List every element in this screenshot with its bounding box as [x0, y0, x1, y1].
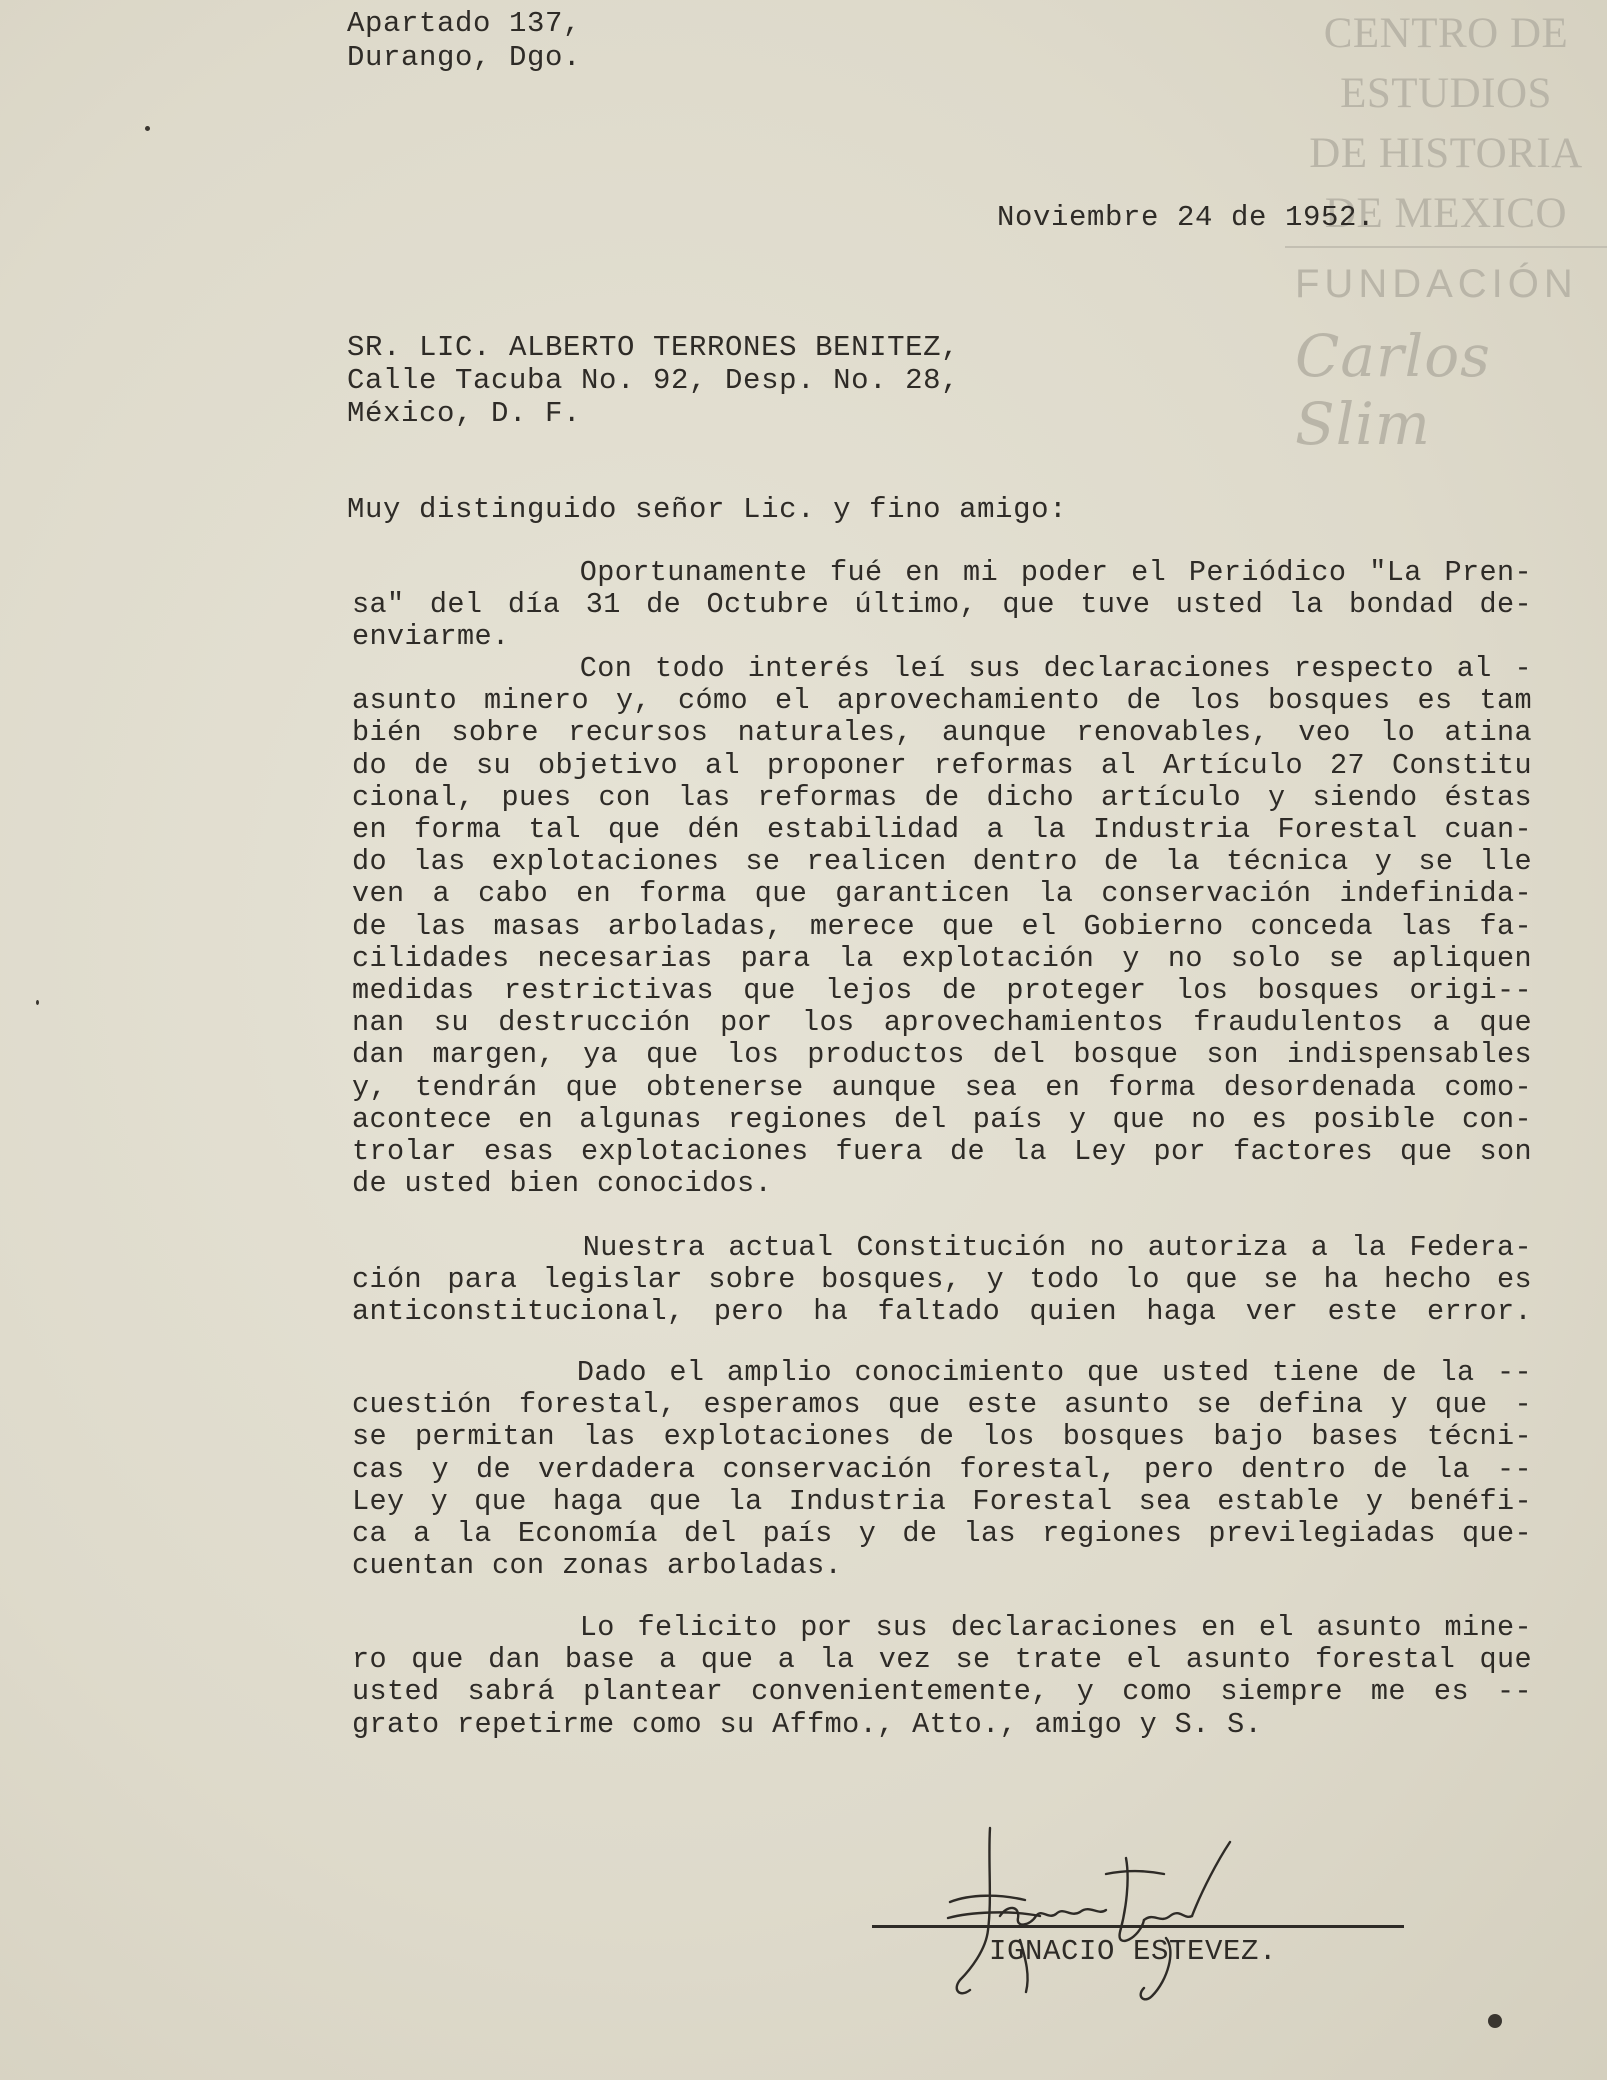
paragraph-line: ción para legislar sobre bosques, y todo lo que se ha hecho es — [352, 1263, 1532, 1297]
archive-watermark-stamp — [1285, 0, 1607, 458]
salutation: Muy distinguido señor Lic. y fino amigo: — [347, 493, 1068, 526]
paragraph-4 — [352, 1357, 1532, 1582]
paragraph-line: cional, pues con las reformas de dicho artículo y siendo éstas — [352, 780, 1532, 814]
paper-speck — [145, 126, 150, 131]
stamp-line-4: DE MEXICO — [1324, 190, 1568, 237]
paragraph-1 — [352, 557, 1532, 654]
paragraph-line: usted sabrá plantear convenientemente, y como siempre me es -- — [352, 1675, 1532, 1709]
stamp-divider — [1285, 246, 1607, 248]
paragraph-line: ro que dan base a que a la vez se trate el asunto forestal que — [352, 1643, 1532, 1677]
stamp-line-3: DE HISTORIA — [1309, 130, 1583, 177]
stamp-line-1: CENTRO DE — [1323, 10, 1569, 57]
paper-speck — [1488, 2014, 1502, 2028]
stamp-line-2: ESTUDIOS — [1340, 70, 1552, 117]
paragraph-line: medidas restrictivas que lejos de proteger los bosques origi-- — [352, 974, 1532, 1008]
stamp-signature-logo: Carlos Slim — [1295, 322, 1491, 458]
paragraph-line: anticonstitucional, pero ha faltado quien haga ver este error. — [352, 1295, 1532, 1329]
paragraph-line: asunto minero y, cómo el aprovechamiento de los bosques es tam — [352, 684, 1532, 718]
paragraph-line: sa" del día 31 de Octubre último, que tuve usted la bondad de- — [352, 588, 1532, 622]
letter-date: Noviembre 24 de 1952. — [997, 201, 1376, 234]
paragraph-line: Lo felicito por sus declaraciones en el asunto mine- — [352, 1611, 1532, 1644]
paragraph-line: ca a la Economía del país y de las regiones previlegiadas que- — [352, 1517, 1532, 1551]
paragraph-line: cuentan con zonas arboladas. — [352, 1549, 843, 1583]
sender-address-line-2: Durango, Dgo. — [347, 41, 582, 74]
paragraph-line: cilidades necesarias para la explotación y no solo se apliquen — [352, 941, 1532, 975]
paragraph-line: bién sobre recursos naturales, aunque renovables, veo lo atina — [352, 716, 1532, 750]
paragraph-line: Con todo interés leí sus declaraciones respecto al - — [352, 652, 1532, 685]
paragraph-line: y, tendrán que obtenerse aunque sea en forma desordenada como- — [352, 1070, 1532, 1104]
paragraph-line: dan margen, ya que los productos del bosque son indispensables — [352, 1038, 1532, 1072]
paragraph-5 — [352, 1612, 1532, 1741]
handwritten-signature — [930, 1820, 1260, 2010]
paragraph-line: de usted bien conocidos. — [352, 1167, 773, 1201]
paragraph-line: Dado el amplio conocimiento que usted tiene de la -- — [352, 1356, 1532, 1389]
recipient-line-1: SR. LIC. ALBERTO TERRONES BENITEZ, — [347, 331, 960, 364]
paragraph-line: do las explotaciones se realicen dentro de la técnica y se lle — [352, 845, 1532, 879]
signatory-name: IGNACIO ESTEVEZ. — [989, 1935, 1278, 1968]
paragraph-line: Ley y que haga que la Industria Forestal sea estable y benéfi- — [352, 1484, 1532, 1518]
paragraph-line: grato repetirme como su Affmo., Atto., amigo y S. S. — [352, 1707, 1263, 1741]
paper-speck — [36, 1000, 39, 1005]
paragraph-line: de las masas arboladas, merece que el Gobierno conceda las fa- — [352, 909, 1532, 943]
paragraph-line: Nuestra actual Constitución no autoriza a la Federa- — [352, 1231, 1532, 1264]
paragraph-2 — [352, 653, 1532, 1200]
paragraph-line: trolar esas explotaciones fuera de la Ley por factores que son — [352, 1135, 1532, 1169]
paragraph-line: do de su objetivo al proponer reformas al Artículo 27 Constitu — [352, 748, 1532, 782]
stamp-foundation: FUNDACIÓN — [1295, 262, 1578, 306]
sender-address-line-1: Apartado 137, — [347, 7, 582, 40]
paragraph-line: se permitan las explotaciones de los bosques bajo bases técni- — [352, 1420, 1532, 1454]
paragraph-line: acontece en algunas regiones del país y que no es posible con- — [352, 1102, 1532, 1136]
paragraph-line: en forma tal que dén estabilidad a la Industria Forestal cuan- — [352, 813, 1532, 847]
paragraph-line: cuestión forestal, esperamos que este asunto se defina y que - — [352, 1388, 1532, 1422]
recipient-line-2: Calle Tacuba No. 92, Desp. No. 28, — [347, 364, 960, 397]
paragraph-line: nan su destrucción por los aprovechamientos fraudulentos a que — [352, 1006, 1532, 1040]
recipient-line-3: México, D. F. — [347, 397, 582, 430]
paragraph-line: cas y de verdadera conservación forestal, pero dentro de la -- — [352, 1452, 1532, 1486]
paragraph-line: enviarme. — [352, 620, 510, 654]
paragraph-3 — [352, 1232, 1532, 1329]
paragraph-line: ven a cabo en forma que garanticen la conservación indefinida- — [352, 877, 1532, 911]
signature-line — [872, 1925, 1404, 1928]
paragraph-line: Oportunamente fué en mi poder el Periódico "La Pren- — [352, 556, 1532, 589]
